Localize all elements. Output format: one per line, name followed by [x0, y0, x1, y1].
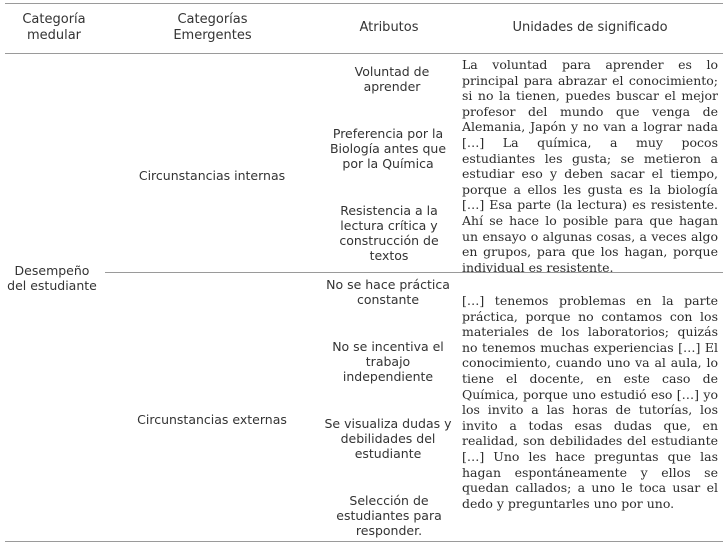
attribute-voluntad: Voluntad de aprender	[354, 64, 430, 94]
header-attributes: Atributos	[359, 20, 419, 35]
attribute-trabajo-independiente: No se incentiva el trabajo independiente	[332, 339, 444, 384]
attribute-resistencia: Resistencia a la lectura crítica y construcción de textos	[339, 203, 439, 263]
meaning-units-internal: La voluntad para aprender es lo principal para abrazar el conocimiento; si no la tienen, puedes buscar el mejor profesor del mundo que venga de Alemania, Japón y no van a lograr nada […] La química, a muy pocos estudiantes les gusta; se metieron a estudiar eso y deben sacar el tiempo, porque a ellos les gusta es la biología […] Esa parte (la lectura) es resistente. Ahí se hace lo posible para que hagan un ensayo o algunas cosas, a veces algo en grupos, para que los hagan, porque individual es resistente.	[462, 57, 718, 275]
meaning-units-external: […] tenemos problemas en la parte práctica, porque no contamos con los materiales de los laboratorios; quizás no tenemos muchas experiencias […] El conocimiento, cuando uno va al aula, lo tiene el docente, en este caso de Química, porque uno estudió eso […] yo los invito a las horas de tutorías, los invito a todas esas dudas que, en realidad, son debilidades del estudiante […] Uno les hace preguntas que las hagan espontáneamente y ellos se quedan callados; a uno le toca usar el dedo y preguntarles uno por uno.	[462, 293, 718, 511]
emergent-external-cell: Circunstancias externas	[137, 412, 287, 427]
emergent-internal-cell: Circunstancias internas	[138, 168, 286, 183]
table-top-rule	[5, 3, 723, 4]
header-core-category: Categoría medular	[22, 12, 86, 43]
attribute-preferencia: Preferencia por la Biología antes que por la Química	[329, 126, 447, 171]
table-bottom-rule	[5, 541, 723, 542]
attribute-practica: No se hace práctica constante	[326, 277, 450, 307]
attribute-dudas: Se visualiza dudas y debilidades del estudiante	[324, 416, 452, 461]
header-emergent-categories: Categorías Emergentes	[173, 12, 252, 43]
core-category-cell: Desempeño del estudiante	[7, 263, 97, 293]
attribute-seleccion: Selección de estudiantes para responder.	[336, 493, 442, 538]
header-bottom-rule	[5, 53, 723, 54]
header-meaning-units: Unidades de significado	[512, 20, 668, 35]
